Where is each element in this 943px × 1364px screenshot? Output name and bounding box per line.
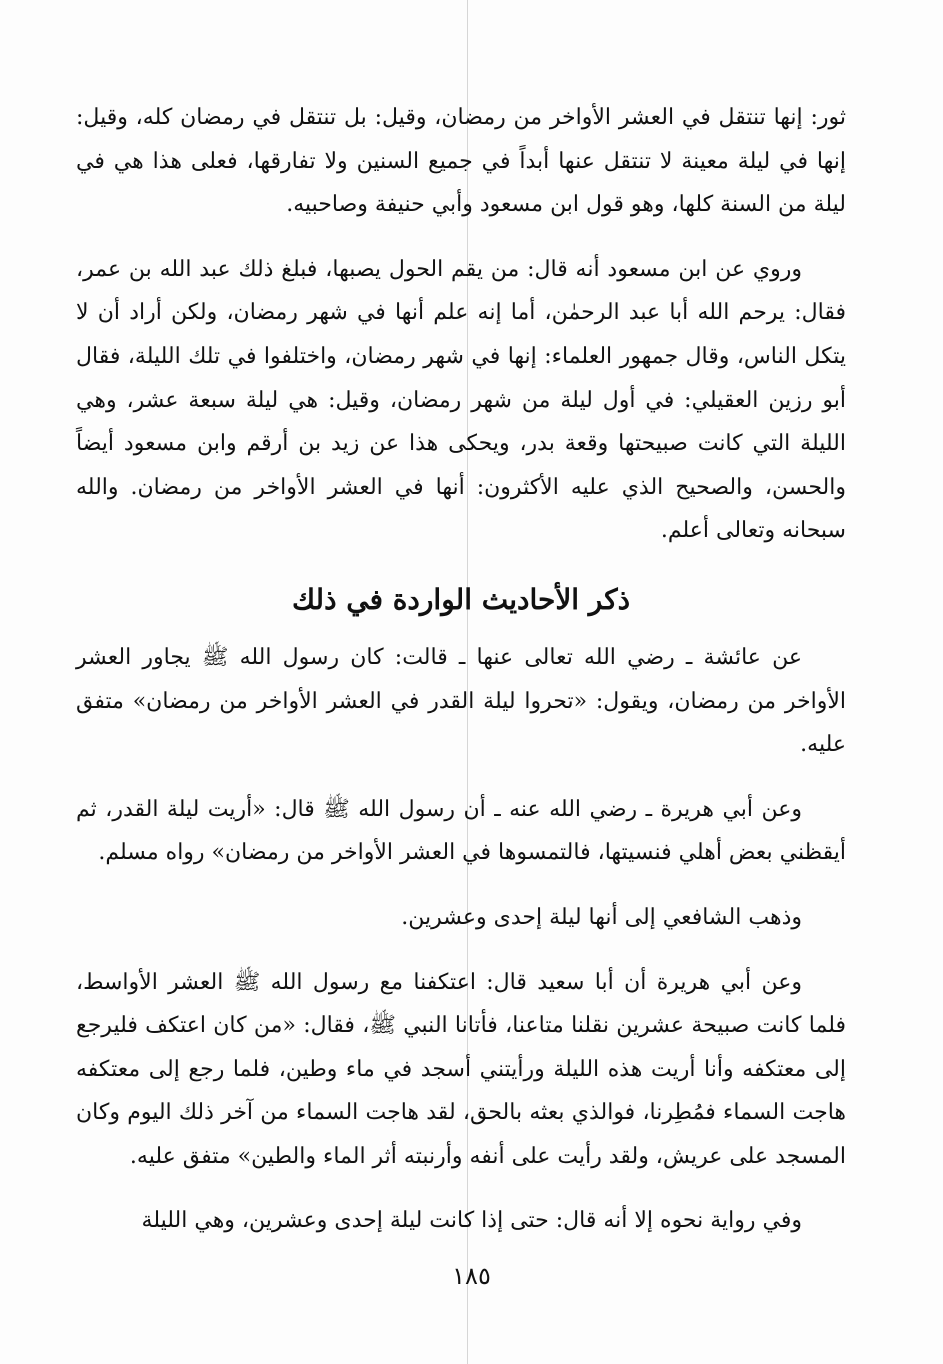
paragraph-1: ثور: إنها تنتقل في العشر الأواخر من رمضان، وقيل: بل تنتقل في رمضان كله، وقيل: إنها في ليلة معينة لا تنتقل عنها أبداً في جميع السنين ولا تفارقها، فعلى هذا هي في ليلة من السنة كلها، وهو قول ابن مسعود وأبي حنيفة وصاحبيه.	[76, 105, 846, 218]
page-text-body	[76, 96, 846, 1264]
page-number: ١٨٥	[452, 1262, 491, 1290]
section-heading: ذكر الأحاديث الواردة في ذلك	[291, 582, 631, 616]
paragraph-7: وفي رواية نحوه إلا أنه قال: حتى إذا كانت ليلة إحدى وعشرين، وهي الليلة	[141, 1208, 802, 1234]
paragraph-3: عن عائشة ـ رضي الله تعالى عنها ـ قالت: كان رسول الله ﷺ يجاور العشر الأواخر من رمضان، ويقول: «تحروا ليلة القدر في العشر الأواخر من رمضان» متفق عليه.	[76, 644, 846, 758]
paragraph-6: وعن أبي هريرة أن أبا سعيد قال: اعتكفنا مع رسول الله ﷺ العشر الأواسط، فلما كانت صبيحة عشرين نقلنا متاعنا، فأتانا النبي ﷺ، فقال: «من كان اعتكف فليرجع إلى معتكفه وأنا أريت هذه الليلة ورأيتني أسجد في ماء وطين، فلما رجع إلى معتكفه هاجت السماء فمُطِرنا، فوالذي بعثه بالحق، لقد هاجت السماء من آخر ذلك اليوم وكان المسجد على عريش، ولقد رأيت على أنفه وأرنبته أثر الماء والطين» متفق عليه.	[76, 969, 846, 1169]
paragraph-2: وروي عن ابن مسعود أنه قال: من يقم الحول يصبها، فبلغ ذلك عبد الله بن عمر، فقال: يرحم الله أبا عبد الرحمٰن، أما إنه علم أنها في شهر رمضان، ولكن أراد أن لا يتكل الناس، وقال جمهور العلماء: إنها في شهر رمضان، واختلفوا في تلك الليلة، فقال أبو رزين العقيلي: في أول ليلة من شهر رمضان، وقيل: هي ليلة سبعة عشر، وهي الليلة التي كانت صبيحتها وقعة بدر، ويحكى هذا عن زيد بن أرقم وابن مسعود أيضاً والحسن، والصحيح الذي عليه الأكثرون: أنها في العشر الأواخر من رمضان. والله سبحانه وتعالى أعلم.	[76, 256, 846, 544]
paragraph-5: وذهب الشافعي إلى أنها ليلة إحدى وعشرين.	[401, 904, 802, 930]
paragraph-4: وعن أبي هريرة ـ رضي الله عنه ـ أن رسول الله ﷺ قال: «أريت ليلة القدر، ثم أيقظني بعض أهلي فنسيتها، فالتمسوها في العشر الأواخر من رمضان» رواه مسلم.	[76, 796, 846, 866]
